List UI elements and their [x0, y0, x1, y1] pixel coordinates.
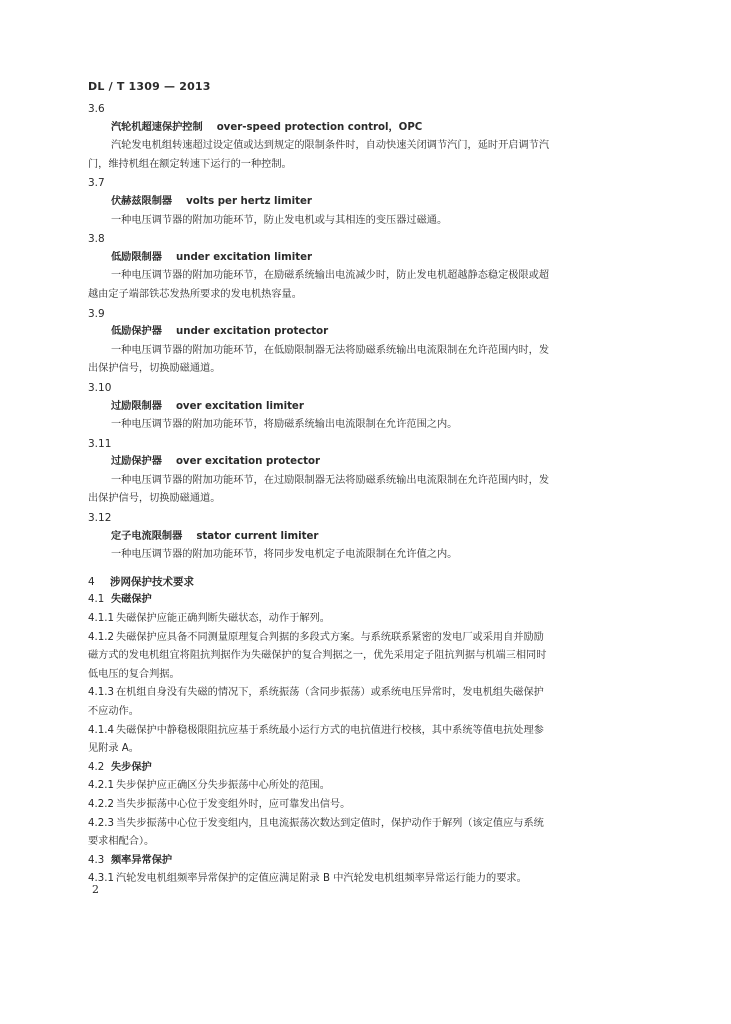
heading-number: 4.2 — [88, 761, 105, 773]
term-chinese: 过励保护器 — [111, 456, 162, 468]
heading-title: 频率异常保护 — [111, 854, 173, 866]
clause-item — [88, 684, 648, 703]
item-text: 当失步振荡中心位于发变组外时，应可靠发出信号。 — [116, 798, 351, 810]
clause-item — [88, 629, 648, 648]
paragraph-line: 汽轮发电机组转速超过设定值或达到规定的限制条件时，自动快速关闭调节汽门，延时开启调节汽 — [111, 140, 550, 152]
heading-title: 涉网保护技术要求 — [110, 575, 194, 588]
term-heading — [88, 249, 648, 268]
paragraph-line: 一种电压调节器的附加功能环节，在低励限制器无法将励磁系统输出电流限制在允许范围内时，发 — [111, 344, 550, 356]
clause-item — [88, 610, 648, 629]
item-text: 在机组自身没有失磁的情况下，系统振荡（含同步振荡）或系统电压异常时，发电机组失磁保护 — [116, 687, 544, 699]
paragraph-continuation: 要求相配合）。 — [88, 836, 155, 848]
term-english: under excitation limiter — [175, 251, 313, 263]
section-heading — [88, 759, 648, 778]
heading-title: 失步保护 — [111, 761, 152, 773]
paragraph-continuation: 见附录 A。 — [88, 743, 139, 755]
spacer — [88, 565, 648, 573]
term-english: over-speed protection control，OPC — [216, 121, 423, 133]
item-number: 4.2.1 — [88, 780, 114, 792]
term-heading — [88, 453, 648, 472]
item-text: 失磁保护应能正确判断失磁状态，动作于解列。 — [116, 613, 330, 625]
heading-title: 失磁保护 — [111, 594, 152, 606]
paragraph-line: 一种电压调节器的附加功能环节，在过励限制器无法将励磁系统输出电流限制在允许范围内时，发 — [111, 474, 550, 486]
clause-item — [88, 870, 648, 889]
paragraph-line: 一种电压调节器的附加功能环节，将励磁系统输出电流限制在允许范围之内。 — [111, 419, 458, 431]
item-text: 失磁保护中静稳极限阻抗应基于系统最小运行方式的电抗值进行校核，其中系统等值电抗处理参 — [116, 724, 544, 736]
term-heading — [88, 193, 648, 212]
section-heading — [88, 852, 648, 871]
item-number: 4.1.2 — [88, 631, 114, 643]
paragraph-continuation: 出保护信号，切换励磁通道。 — [88, 493, 221, 505]
paragraph-continuation: 不应动作。 — [88, 706, 139, 717]
clause-item — [88, 722, 648, 741]
term-chinese: 汽轮机超速保护控制 — [111, 121, 203, 133]
term-heading — [88, 528, 648, 547]
page-number: 2 — [92, 883, 99, 896]
clause-number: 3.6 — [88, 103, 105, 115]
clause-item — [88, 815, 648, 834]
paragraph-line: 一种电压调节器的附加功能环节，防止发电机或与其相连的变压器过磁通。 — [111, 214, 448, 226]
heading-number: 4.1 — [88, 594, 105, 606]
term-chinese: 低励保护器 — [111, 326, 162, 338]
document-body — [88, 100, 648, 889]
heading-number: 4 — [88, 575, 95, 588]
term-heading — [88, 398, 648, 417]
term-english: stator current limiter — [196, 530, 319, 542]
paragraph-continuation: 低电压的复合判据。 — [88, 668, 180, 680]
section-heading — [88, 591, 648, 610]
term-chinese: 定子电流限制器 — [111, 530, 183, 542]
item-number: 4.1.4 — [88, 724, 114, 736]
clause-number: 3.10 — [88, 381, 112, 394]
clause-number: 3.11 — [88, 437, 112, 450]
item-number: 4.1.1 — [88, 613, 114, 625]
document-code-header: DL / T 1309 — 2013 — [88, 80, 211, 93]
term-heading — [88, 119, 648, 138]
clause-number: 3.9 — [88, 307, 105, 320]
term-chinese: 伏赫兹限制器 — [111, 195, 173, 207]
item-number: 4.1.3 — [88, 687, 114, 699]
term-english: over excitation protector — [175, 456, 321, 468]
heading-number: 4.3 — [88, 854, 105, 866]
term-english: volts per hertz limiter — [186, 195, 312, 207]
term-chinese: 过励限制器 — [111, 400, 162, 412]
term-chinese: 低励限制器 — [111, 251, 162, 263]
clause-item — [88, 777, 648, 796]
clause-number: 3.7 — [88, 177, 105, 190]
item-text: 汽轮发电机组频率异常保护的定值应满足附录 B 中汽轮发电机组频率异常运行能力的要求。 — [116, 873, 527, 885]
item-number: 4.3.1 — [88, 873, 114, 885]
term-heading — [88, 323, 648, 342]
clause-item — [88, 796, 648, 815]
chapter-heading — [88, 573, 648, 592]
item-text: 失磁保护应具备不同测量原理复合判据的多段式方案。与系统联系紧密的发电厂或采用自并励励 — [116, 631, 544, 643]
item-number: 4.2.3 — [88, 817, 114, 829]
paragraph-line: 一种电压调节器的附加功能环节，在励磁系统输出电流减少时，防止发电机超越静态稳定极限或超 — [111, 270, 550, 282]
item-text: 当失步振荡中心位于发变组内，且电流振荡次数达到定值时，保护动作于解列（该定值应与系统 — [116, 817, 544, 829]
paragraph-line: 一种电压调节器的附加功能环节，将同步发电机定子电流限制在允许值之内。 — [111, 549, 458, 561]
paragraph-continuation: 出保护信号，切换励磁通道。 — [88, 363, 221, 375]
paragraph-continuation: 磁方式的发电机组宜将阻抗判据作为失磁保护的复合判据之一，优先采用定子阻抗判据与机端三相同时 — [88, 650, 547, 662]
item-text: 失步保护应正确区分失步振荡中心所处的范围。 — [116, 780, 330, 792]
term-english: over excitation limiter — [175, 400, 304, 412]
paragraph-continuation: 门，维持机组在额定转速下运行的一种控制。 — [88, 158, 292, 170]
term-english: under excitation protector — [175, 326, 329, 338]
item-number: 4.2.2 — [88, 798, 114, 810]
clause-number: 3.12 — [88, 512, 112, 525]
paragraph-continuation: 越由定子端部铁芯发热所要求的发电机热容量。 — [88, 288, 302, 300]
clause-number: 3.8 — [88, 233, 105, 246]
